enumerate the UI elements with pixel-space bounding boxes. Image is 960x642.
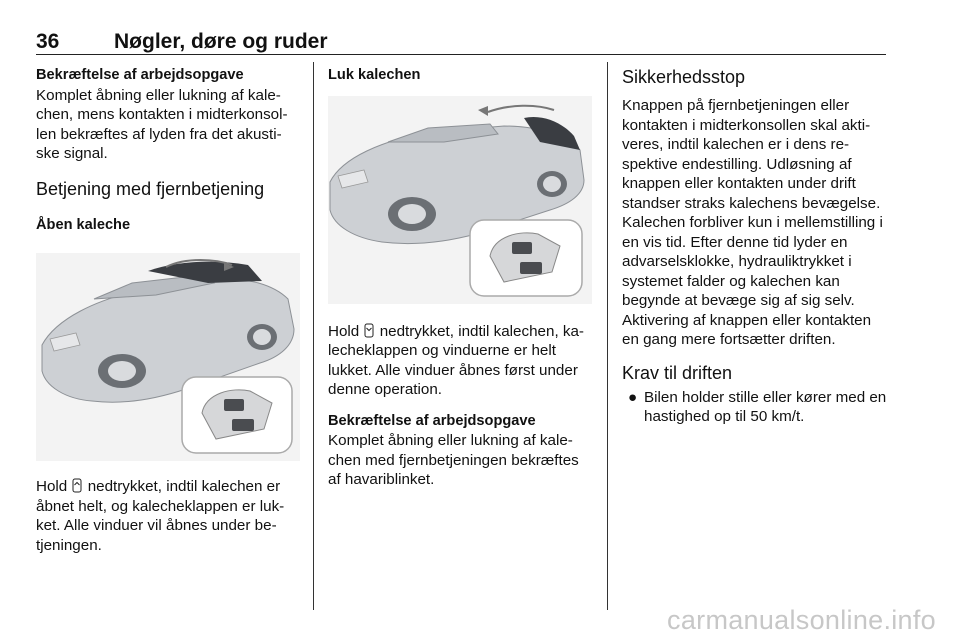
car-open-roof-illustration <box>36 253 300 461</box>
subheading-close-roof: Luk kalechen <box>328 67 421 83</box>
requirements-list <box>622 388 888 427</box>
bullet-icon: ● <box>628 388 638 406</box>
watermark: carmanualsonline.info <box>667 605 936 635</box>
header-rule <box>36 54 886 55</box>
text-hold: Hold <box>328 322 364 340</box>
column-3 <box>622 66 888 427</box>
subheading-task-confirmation: Bekræftelse af arbejdsopgave <box>36 67 244 83</box>
page-number: 36 <box>36 30 60 53</box>
paragraph-task-confirmation-remote: Komplet åbning eller lukning af kalechen med fjernbetjeningen bekræftes af havariblinket. <box>328 432 579 488</box>
column-2 <box>328 66 592 490</box>
roof-close-key-icon <box>364 323 374 338</box>
page-title: Nøgler, døre og ruder <box>114 30 328 53</box>
paragraph-close-roof <box>328 322 592 400</box>
text-hold: Hold <box>36 478 72 495</box>
text-open-roof-instruction: nedtrykket, indtil kalechen er åbnet helt, og kalecheklappen er lukket. Alle vinduer vil åbnes under betjeningen. <box>36 478 285 554</box>
column-1 <box>36 66 300 555</box>
paragraph-task-confirmation: Komplet åbning eller lukning af kalechen, mens kontakten i midterkonsollen bekræftes af lyden fra det akustiske signal. <box>36 86 288 162</box>
illustration-open-convertible <box>36 253 300 461</box>
subheading-open-roof: Åben kaleche <box>36 216 131 233</box>
page-header <box>36 30 886 52</box>
list-item-text: Bilen holder stille eller kører med en hastighed op til 50 km/t. <box>644 388 887 425</box>
column-divider-2 <box>607 62 608 610</box>
roof-open-key-icon <box>72 478 82 493</box>
paragraph-open-roof <box>36 477 300 555</box>
heading-operating-requirements: Krav til driften <box>622 362 733 383</box>
heading-safety-stop: Sikkerhedsstop <box>622 67 746 87</box>
illustration-close-convertible <box>328 96 592 304</box>
subheading-task-confirmation-remote: Bekræftelse af arbejdsopgave <box>328 412 536 429</box>
paragraph-safety-stop: Knappen på fjernbetjeningen eller kontakten i midterkonsollen skal aktiveres, indtil kalechen er i dens respektive endestilling. Udløsning af knappen eller kontakten under drift standser straks kalechens bevægelse. Kalechen forbliver kun i mellemstilling i en vis tid. Efter denne tid lyder en advarselsklokke, hydrauliktrykket i systemet falder og kalechen kan begynde at bevæge sig af sig selv. Aktivering af knappen eller kontakten en gang mere fortsætter driften. <box>622 97 883 348</box>
car-close-roof-illustration <box>328 96 592 304</box>
heading-remote-operation: Betjening med fjernbetjening <box>36 178 265 199</box>
list-item <box>622 388 888 427</box>
column-divider-1 <box>313 62 314 610</box>
text-close-roof-instruction: nedtrykket, indtil kalechen, kalecheklappen og vinduerne er helt lukket. Alle vinduer åbnes først under denne operation. <box>328 322 584 398</box>
